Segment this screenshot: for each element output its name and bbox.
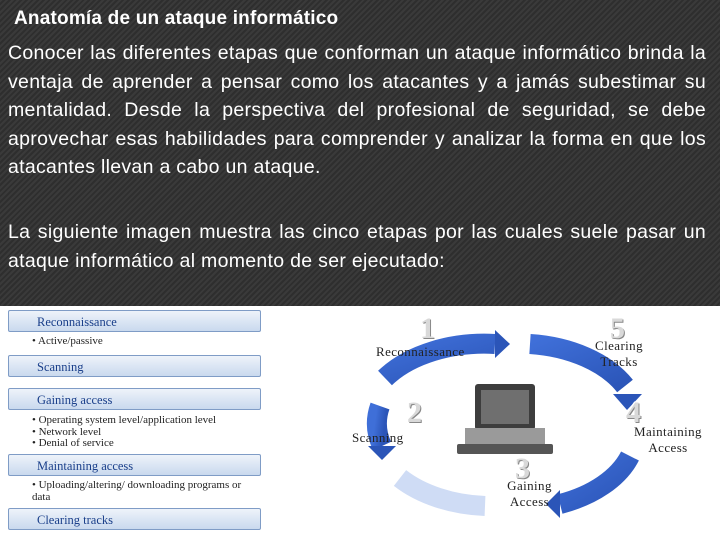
intro-paragraph: Conocer las diferentes etapas que conforman un ataque informático brinda la ventaja de aprender a pensar como los atacantes y a jamás subestimar su mentalidad. Desde la perspectiva del profesional de seguridad, se debe aprovechar esas habilidades para comprender y analizar la forma en que los atacantes llevan a cabo un ataque.	[8, 42, 706, 178]
step-number-2: 2	[407, 396, 422, 429]
phase-details-gaining-access	[32, 415, 216, 450]
phase-bar-reconnaissance: Reconnaissance	[8, 310, 261, 332]
step-label-1: Reconnaissance	[376, 344, 465, 359]
phase-detail: • Active/passive	[32, 336, 103, 348]
cycle-arc-4	[560, 456, 630, 504]
step-label-4: Maintaining Access	[634, 424, 702, 455]
phase-details-maintaining-access	[32, 480, 242, 503]
step-label-2: Scanning	[352, 430, 404, 445]
step-number-3: 3	[515, 452, 530, 485]
cycle-arc-3	[400, 478, 485, 506]
phase-detail: • Denial of service	[32, 438, 216, 450]
image-intro-paragraph: La siguiente imagen muestra las cinco etapas por las cuales suele pasar un ataque informático al momento de ser ejecutado:	[8, 221, 706, 272]
phase-detail: • Operating system level/application level	[32, 415, 216, 427]
attack-cycle-diagram	[270, 306, 720, 540]
step-label-3: Gaining Access	[507, 478, 552, 509]
phase-bar-clearing-tracks: Clearing tracks	[8, 508, 261, 530]
slide-title: Anatomía de un ataque informático	[14, 8, 339, 29]
cycle-arrow	[495, 330, 510, 358]
phase-details-reconnaissance	[32, 336, 103, 348]
phase-bar-maintaining-access: Maintaining access	[8, 454, 261, 476]
phase-detail: • Network level	[32, 427, 216, 439]
phase-bar-scanning: Scanning	[8, 355, 261, 377]
phase-detail: • Uploading/altering/ downloading programs or data	[32, 480, 242, 503]
step-number-1: 1	[420, 312, 435, 345]
computer-icon	[457, 384, 553, 454]
phase-bar-gaining-access: Gaining access	[8, 388, 261, 410]
step-label-5: Clearing Tracks	[595, 338, 643, 369]
cycle-arrow	[368, 446, 396, 460]
phase-list-panel	[0, 306, 270, 540]
step-number-4: 4	[626, 396, 641, 429]
step-number-5: 5	[610, 312, 625, 345]
